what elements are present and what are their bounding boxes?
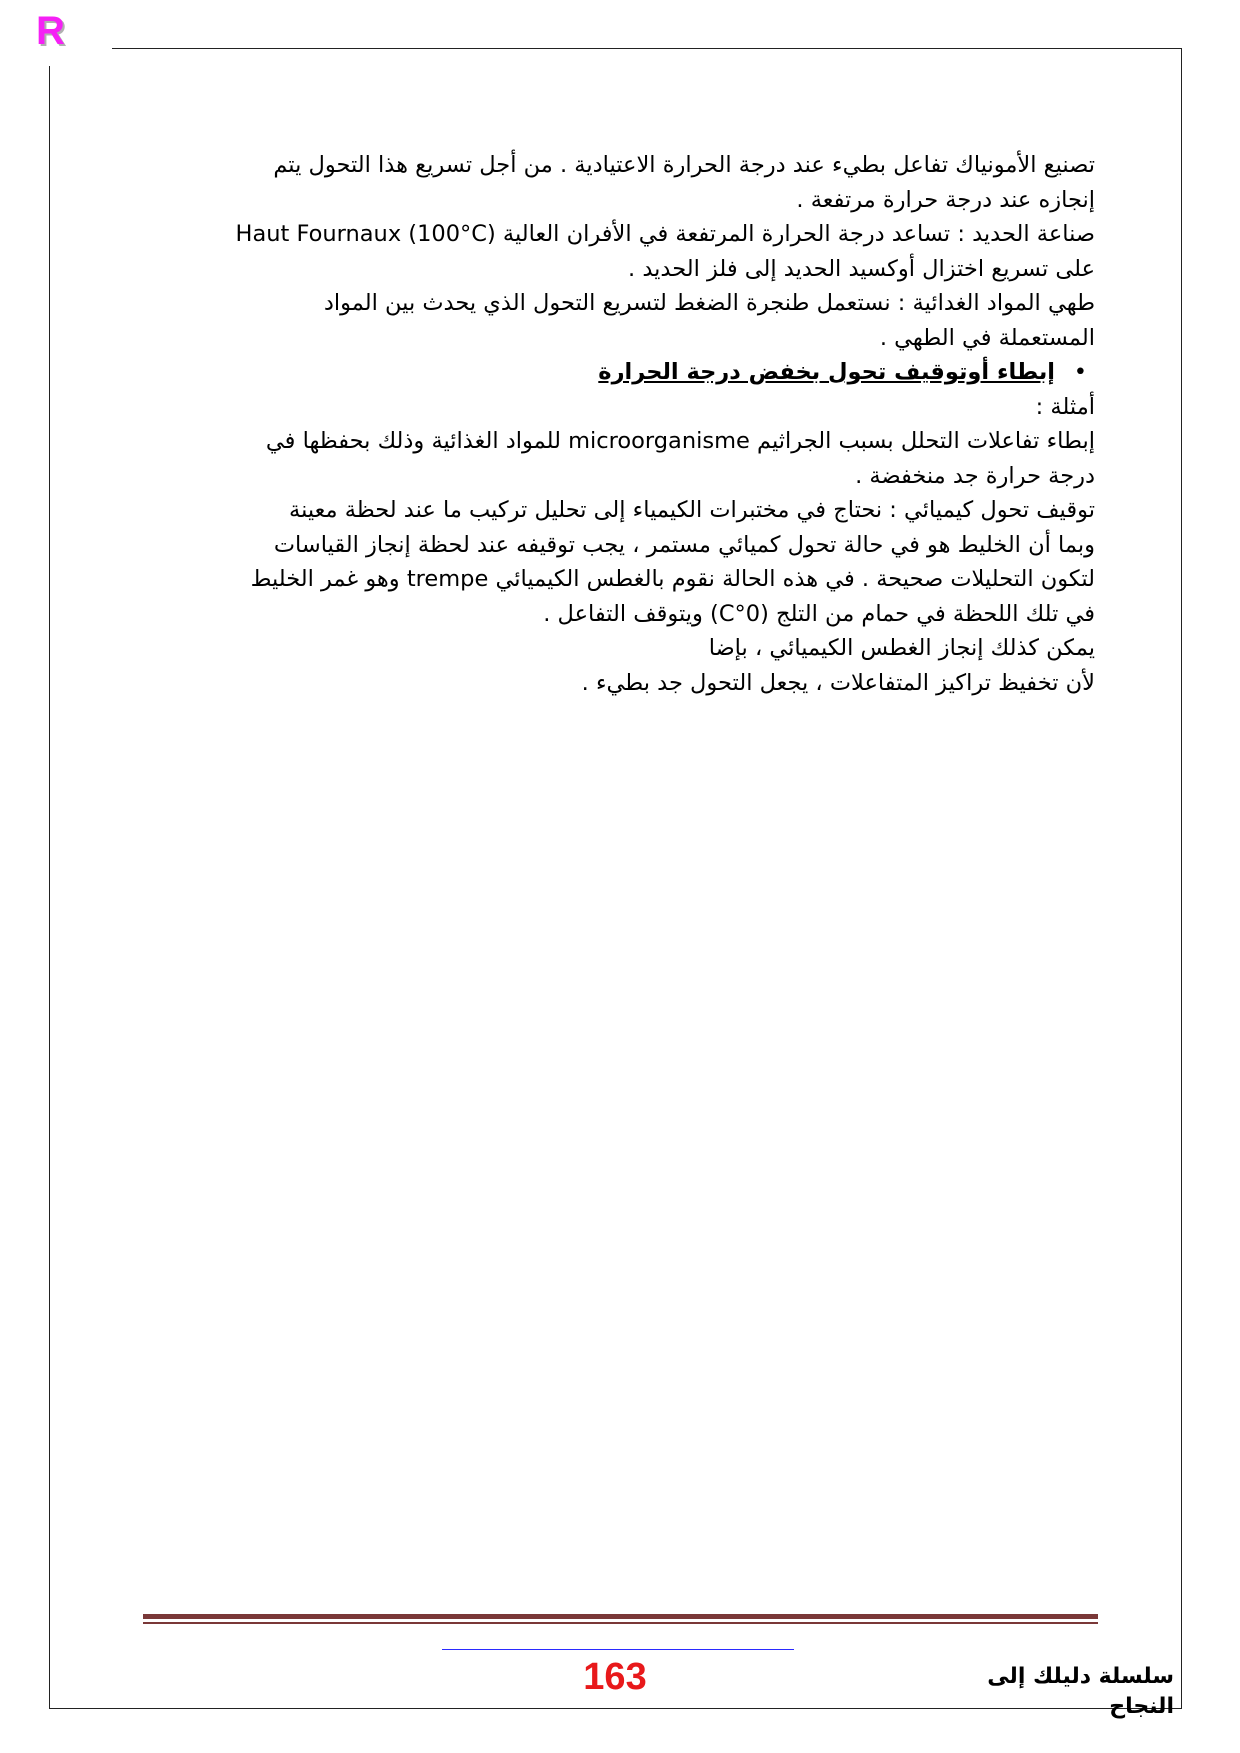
- body-line: في تلك اللحظة في حمام من التلج (0°C) ويتوقف التفاعل .: [543, 600, 1095, 627]
- section-heading: [160, 355, 1095, 390]
- body-line: توقيف تحول كيميائي : نحتاج في مختبرات الكيمياء إلى تحليل تركيب ما عند لحظة معينة: [289, 497, 1095, 523]
- page-number: 163: [583, 1656, 647, 1698]
- body-line: لأن تخفيظ تراكيز المتفاعلات ، يجعل التحول جد بطيء .: [581, 669, 1095, 696]
- frame-right-border: [1181, 48, 1182, 1708]
- logo: R: [36, 9, 65, 53]
- body-line: طهي المواد الغدائية : نستعمل طنجرة الضغط لتسريع التحول الذي يحدث بين المواد: [323, 290, 1095, 316]
- body-line: على تسريع اختزال أوكسيد الحديد إلى فلز الحديد .: [628, 255, 1095, 282]
- body-line: المستعملة في الطهي .: [879, 324, 1095, 351]
- frame-top-border: [112, 48, 1182, 49]
- section-heading-text: إبطاء أوتوقيف تحول بخفض درجة الحرارة: [598, 359, 1055, 385]
- body-line: صناعة الحديد : تساعد درجة الحرارة المرتفعة في الأفران العالية Haut Fournaux (100°C): [235, 221, 1095, 247]
- footer-rule-thick: [143, 1614, 1098, 1619]
- footer-rule-thin: [143, 1622, 1098, 1624]
- body-line: وبما أن الخليط هو في حالة تحول كميائي مستمر ، يجب توقيفه عند لحظة إنجاز القياسات: [273, 531, 1095, 558]
- body-line: لتكون التحليلات صحيحة . في هذه الحالة نقوم بالغطس الكيميائي trempe وهو غمر الخليط: [250, 566, 1095, 592]
- footer-link-underline: [442, 1649, 794, 1650]
- body-line: إبطاء تفاعلات التحلل بسبب الجراثيم microorganisme للمواد الغذائية وذلك بحفظها في: [265, 428, 1095, 454]
- body-line: يمكن كذلك إنجاز الغطس الكيميائي ، بإضا: [708, 635, 1095, 661]
- body-line: تصنيع الأمونياك تفاعل بطيء عند درجة الحرارة الاعتيادية . من أجل تسريع هذا التحول يتم: [273, 152, 1095, 178]
- body-line: أمثلة :: [1035, 393, 1095, 420]
- bullet-icon: •: [1073, 359, 1087, 385]
- body-line: درجة حرارة جد منخفضة .: [855, 462, 1095, 489]
- body-line: إنجازه عند درجة حرارة مرتفعة .: [796, 186, 1095, 213]
- series-title: سلسلة دليلك إلى النجاح: [987, 1664, 1174, 1719]
- page-content: [160, 148, 1095, 700]
- frame-left-border: [49, 66, 50, 1708]
